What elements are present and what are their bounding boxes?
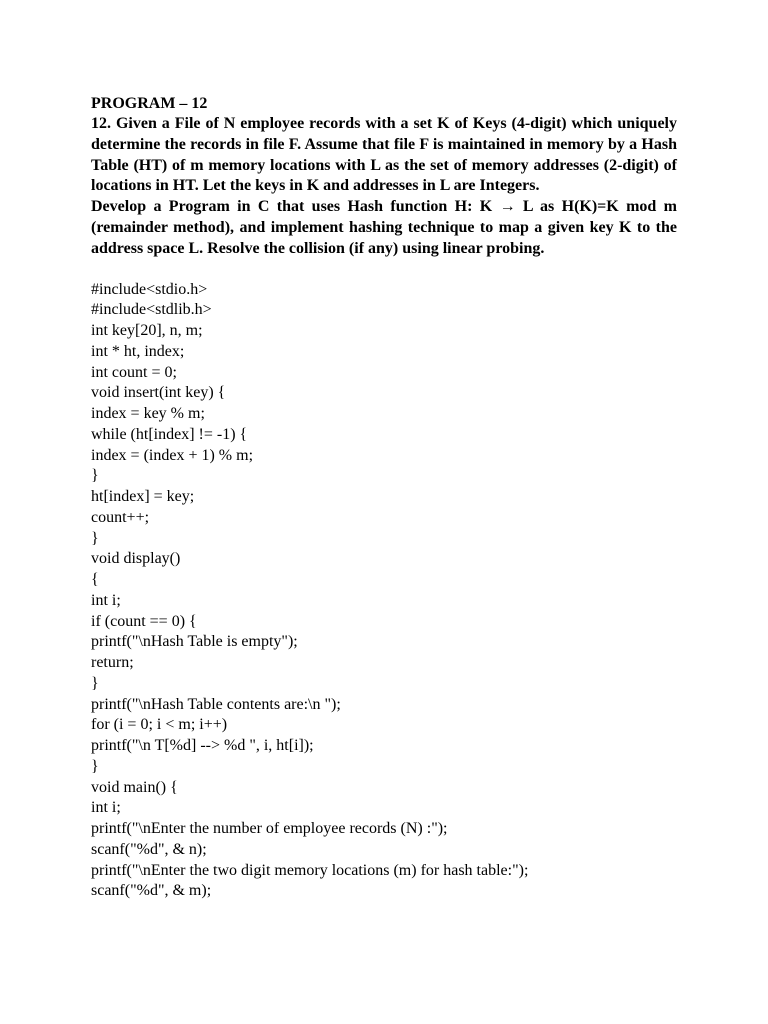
code-line: count++; — [91, 508, 150, 526]
code-line: printf("\nEnter the number of employee records (N) :"); — [91, 820, 448, 838]
code-line: index = key % m; — [91, 405, 205, 423]
code-line: #include<stdlib.h> — [91, 301, 212, 319]
code-line: printf("\n T[%d] --> %d ", i, ht[i]); — [91, 737, 314, 755]
code-line: } — [91, 757, 99, 775]
code-line: } — [91, 529, 99, 547]
code-listing — [91, 280, 677, 903]
code-line: int * ht, index; — [91, 342, 185, 360]
code-line: void display() — [91, 550, 181, 568]
code-line: while (ht[index] != -1) { — [91, 425, 248, 443]
code-line: for (i = 0; i < m; i++) — [91, 716, 228, 734]
code-line: void insert(int key) { — [91, 384, 226, 402]
code-line: void main() { — [91, 778, 178, 796]
code-line: } — [91, 674, 99, 692]
problem-paragraph-1: 12. Given a File of N employee records with a set K of Keys (4-digit) which uniquely determine the records in file F. Assume that file F is maintained in memory by a Hash Table (HT) of m memory locations with L as the set of memory addresses (2-digit) of locations in HT. Let the keys in K and addresses in L are Integers. — [91, 115, 677, 195]
code-line: } — [91, 467, 99, 485]
code-line: printf("\nEnter the two digit memory locations (m) for hash table:"); — [91, 861, 529, 879]
document-page — [91, 93, 677, 902]
code-line: index = (index + 1) % m; — [91, 446, 254, 464]
code-line: int key[20], n, m; — [91, 322, 203, 340]
code-line: scanf("%d", & m); — [91, 882, 212, 900]
program-title: PROGRAM – 12 — [91, 95, 208, 112]
code-line: int count = 0; — [91, 363, 177, 381]
code-line: printf("\nHash Table contents are:\n "); — [91, 695, 341, 713]
problem-paragraph-2: Develop a Program in C that uses Hash function H: K → L as H(K)=K mod m (remainder method), and implement hashing technique to map a given key K to the address space L. Resolve the collision (if any) using linear probing. — [91, 198, 677, 257]
problem-statement — [91, 114, 677, 260]
code-line: return; — [91, 654, 134, 672]
code-line: scanf("%d", & n); — [91, 840, 207, 858]
code-line: #include<stdio.h> — [91, 280, 208, 298]
code-line: { — [91, 571, 99, 589]
code-line: ht[index] = key; — [91, 488, 195, 506]
code-line: if (count == 0) { — [91, 612, 197, 630]
code-line: int i; — [91, 591, 121, 609]
code-line: int i; — [91, 799, 121, 817]
code-line: printf("\nHash Table is empty"); — [91, 633, 298, 651]
